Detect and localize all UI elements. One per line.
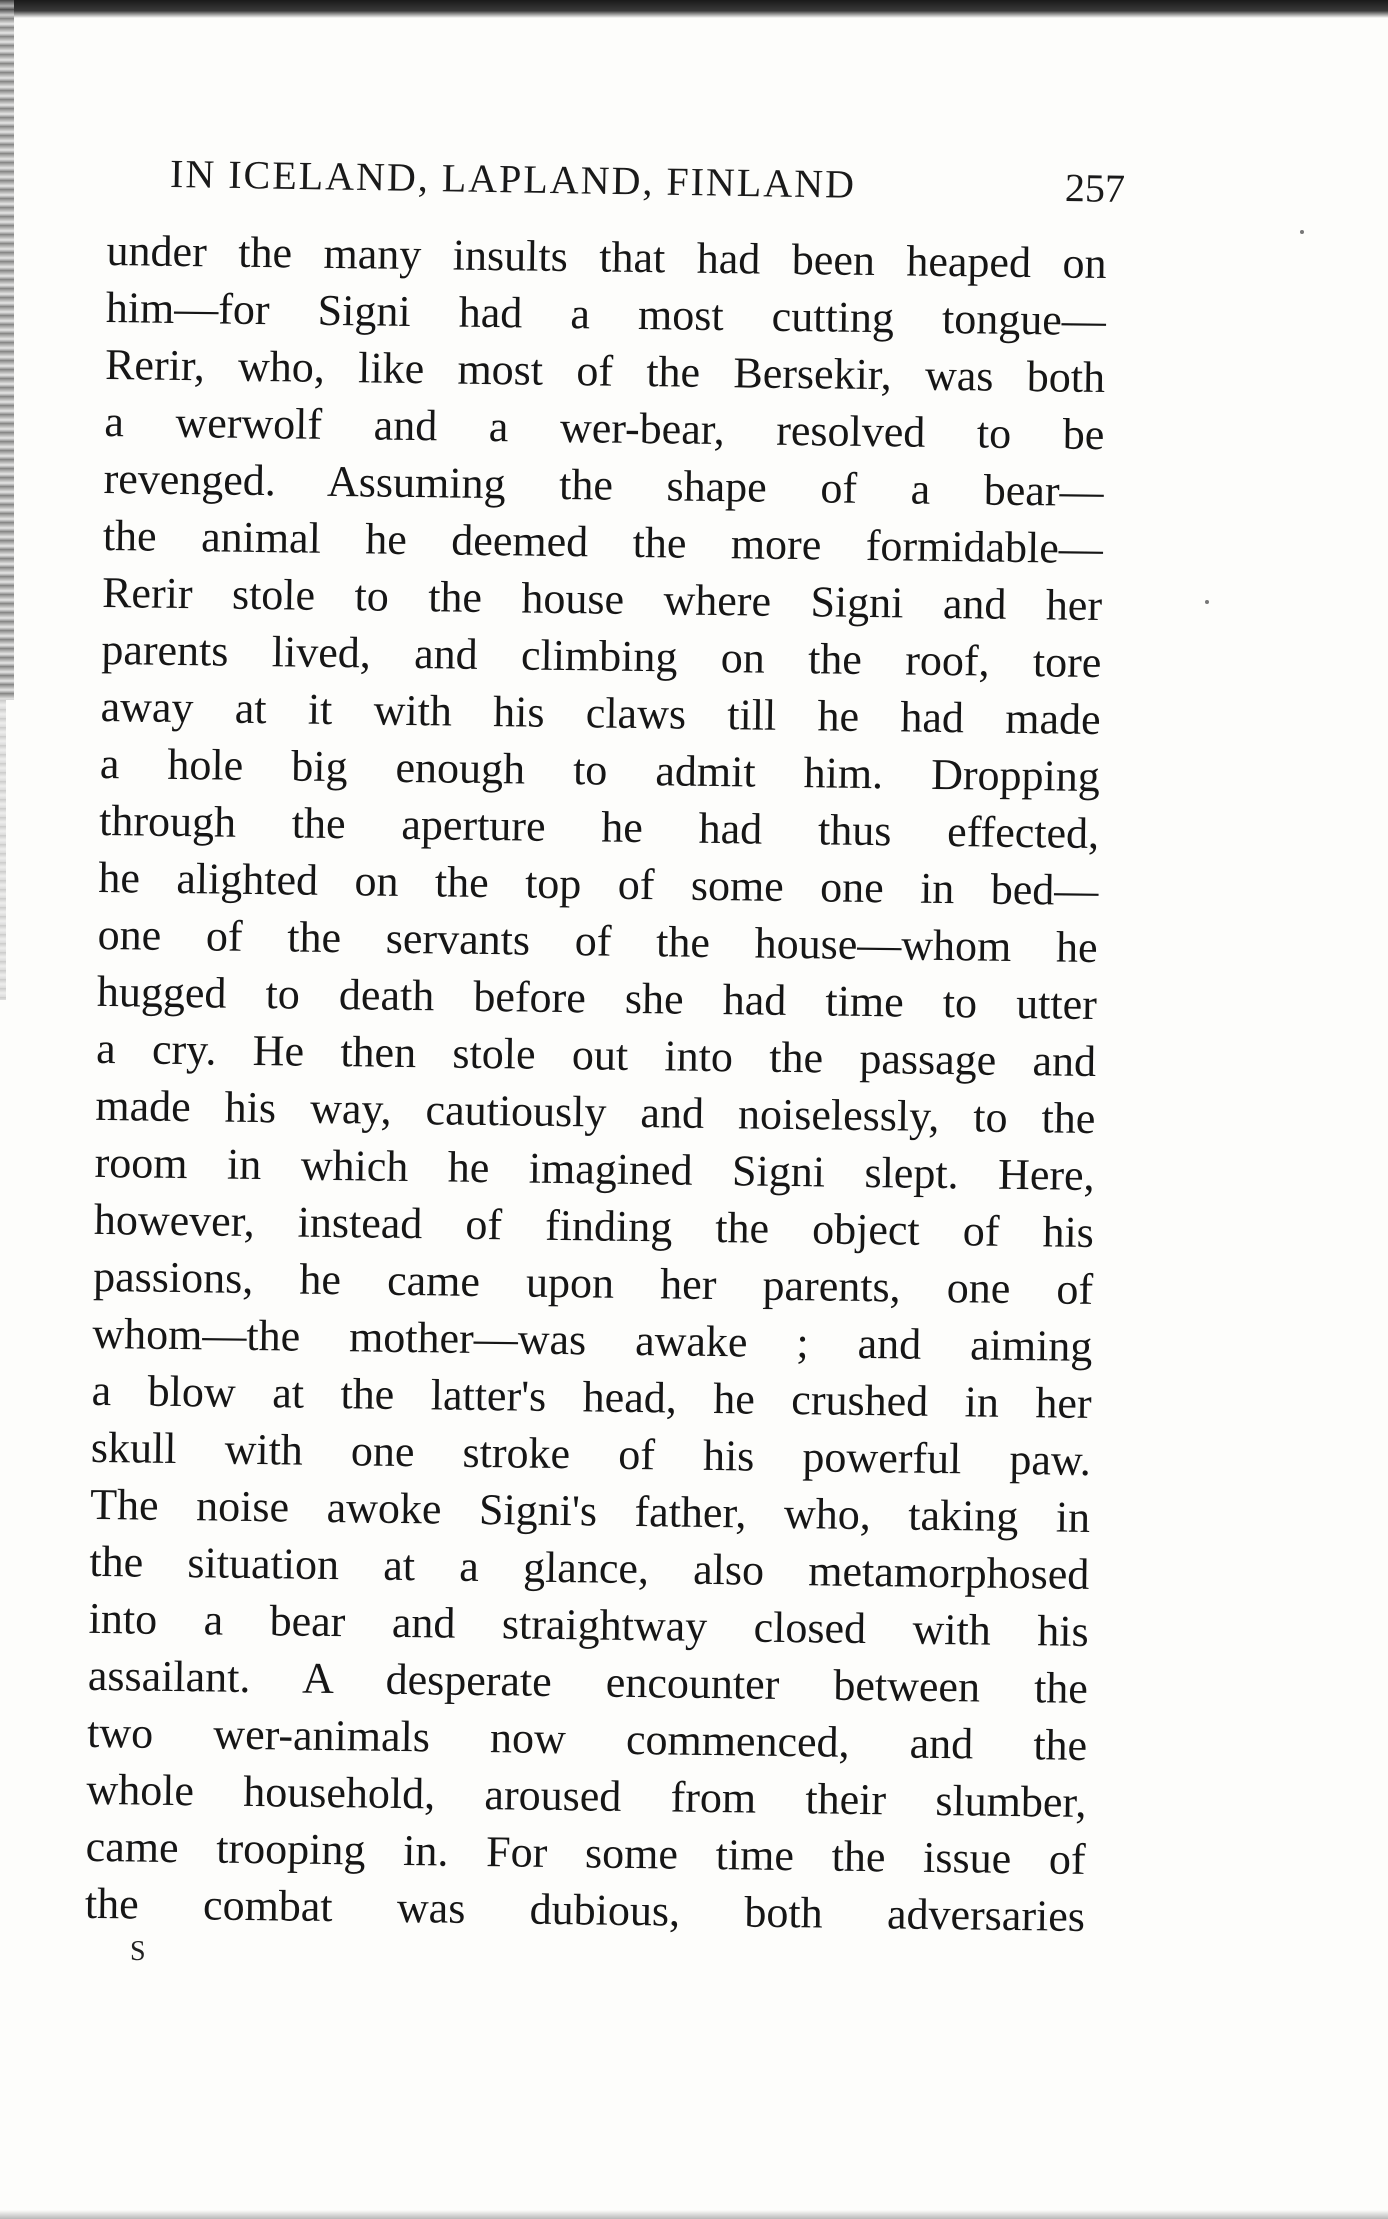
body-text (85, 222, 1107, 1945)
text-line: The noise awoke Signi's father, who, taking in (89, 1479, 1091, 1542)
scan-top-edge (0, 0, 1388, 18)
text-line: parents lived, and climbing on the roof, tore (101, 624, 1102, 688)
scan-speck (1205, 600, 1209, 604)
text-line: whom—the mother—was awake ; and aiming (92, 1308, 1093, 1371)
text-line: he alighted on the top of some one in bed— (98, 852, 1099, 916)
text-line: made his way, cautiously and noiselessly, to the (95, 1080, 1096, 1144)
page-header (170, 150, 1126, 225)
text-line: a blow at the latter's head, he crushed in her (91, 1365, 1092, 1428)
scan-bottom-edge (0, 2210, 1388, 2219)
scan-speck (1300, 230, 1304, 234)
text-line: whole household, aroused from their slumber, (86, 1764, 1087, 1827)
scan-left-edge (0, 0, 14, 700)
text-line: Rerir, who, like most of the Bersekir, was both (104, 339, 1106, 403)
text-line: a hole big enough to admit him. Dropping (99, 738, 1101, 802)
signature-mark: S (130, 1936, 146, 1967)
text-line: under the many insults that had been heaped on (106, 225, 1107, 289)
text-line: through the aperture he had thus effected, (98, 795, 1100, 859)
text-line: skull with one stroke of his powerful paw. (90, 1422, 1092, 1485)
text-line: came trooping in. For some time the issue of (85, 1821, 1086, 1884)
text-line: two wer-animals now commenced, and the (86, 1707, 1088, 1770)
scan-left-edge-lower (0, 700, 6, 1000)
text-line: room in which he imagined Signi slept. Here, (94, 1137, 1095, 1201)
text-line: the combat was dubious, both adversaries (84, 1878, 1086, 1941)
text-line: passions, he came upon her parents, one of (92, 1251, 1094, 1314)
text-line: one of the servants of the house—whom he (97, 909, 1098, 973)
text-line: the situation at a glance, also metamorphosed (89, 1536, 1090, 1599)
text-line: away at it with his claws till he had made (100, 681, 1101, 745)
text-line: Rerir stole to the house where Signi and her (101, 567, 1103, 631)
text-line: hugged to death before she had time to utter (96, 966, 1098, 1030)
text-line: him—for Signi had a most cutting tongue— (105, 282, 1107, 346)
text-line: into a bear and straightway closed with his (88, 1593, 1089, 1656)
text-line: however, instead of finding the object of his (93, 1194, 1095, 1258)
text-line: the animal he deemed the more formidable— (102, 510, 1104, 574)
running-title: IN ICELAND, LAPLAND, FINLAND (169, 151, 857, 207)
text-line: revenged. Assuming the shape of a bear— (103, 453, 1104, 517)
text-line: assailant. A desperate encounter between the (87, 1650, 1089, 1713)
text-line: a werwolf and a wer-bear, resolved to be (104, 396, 1105, 460)
page-number: 257 (1064, 165, 1126, 211)
text-line: a cry. He then stole out into the passage and (95, 1023, 1097, 1087)
